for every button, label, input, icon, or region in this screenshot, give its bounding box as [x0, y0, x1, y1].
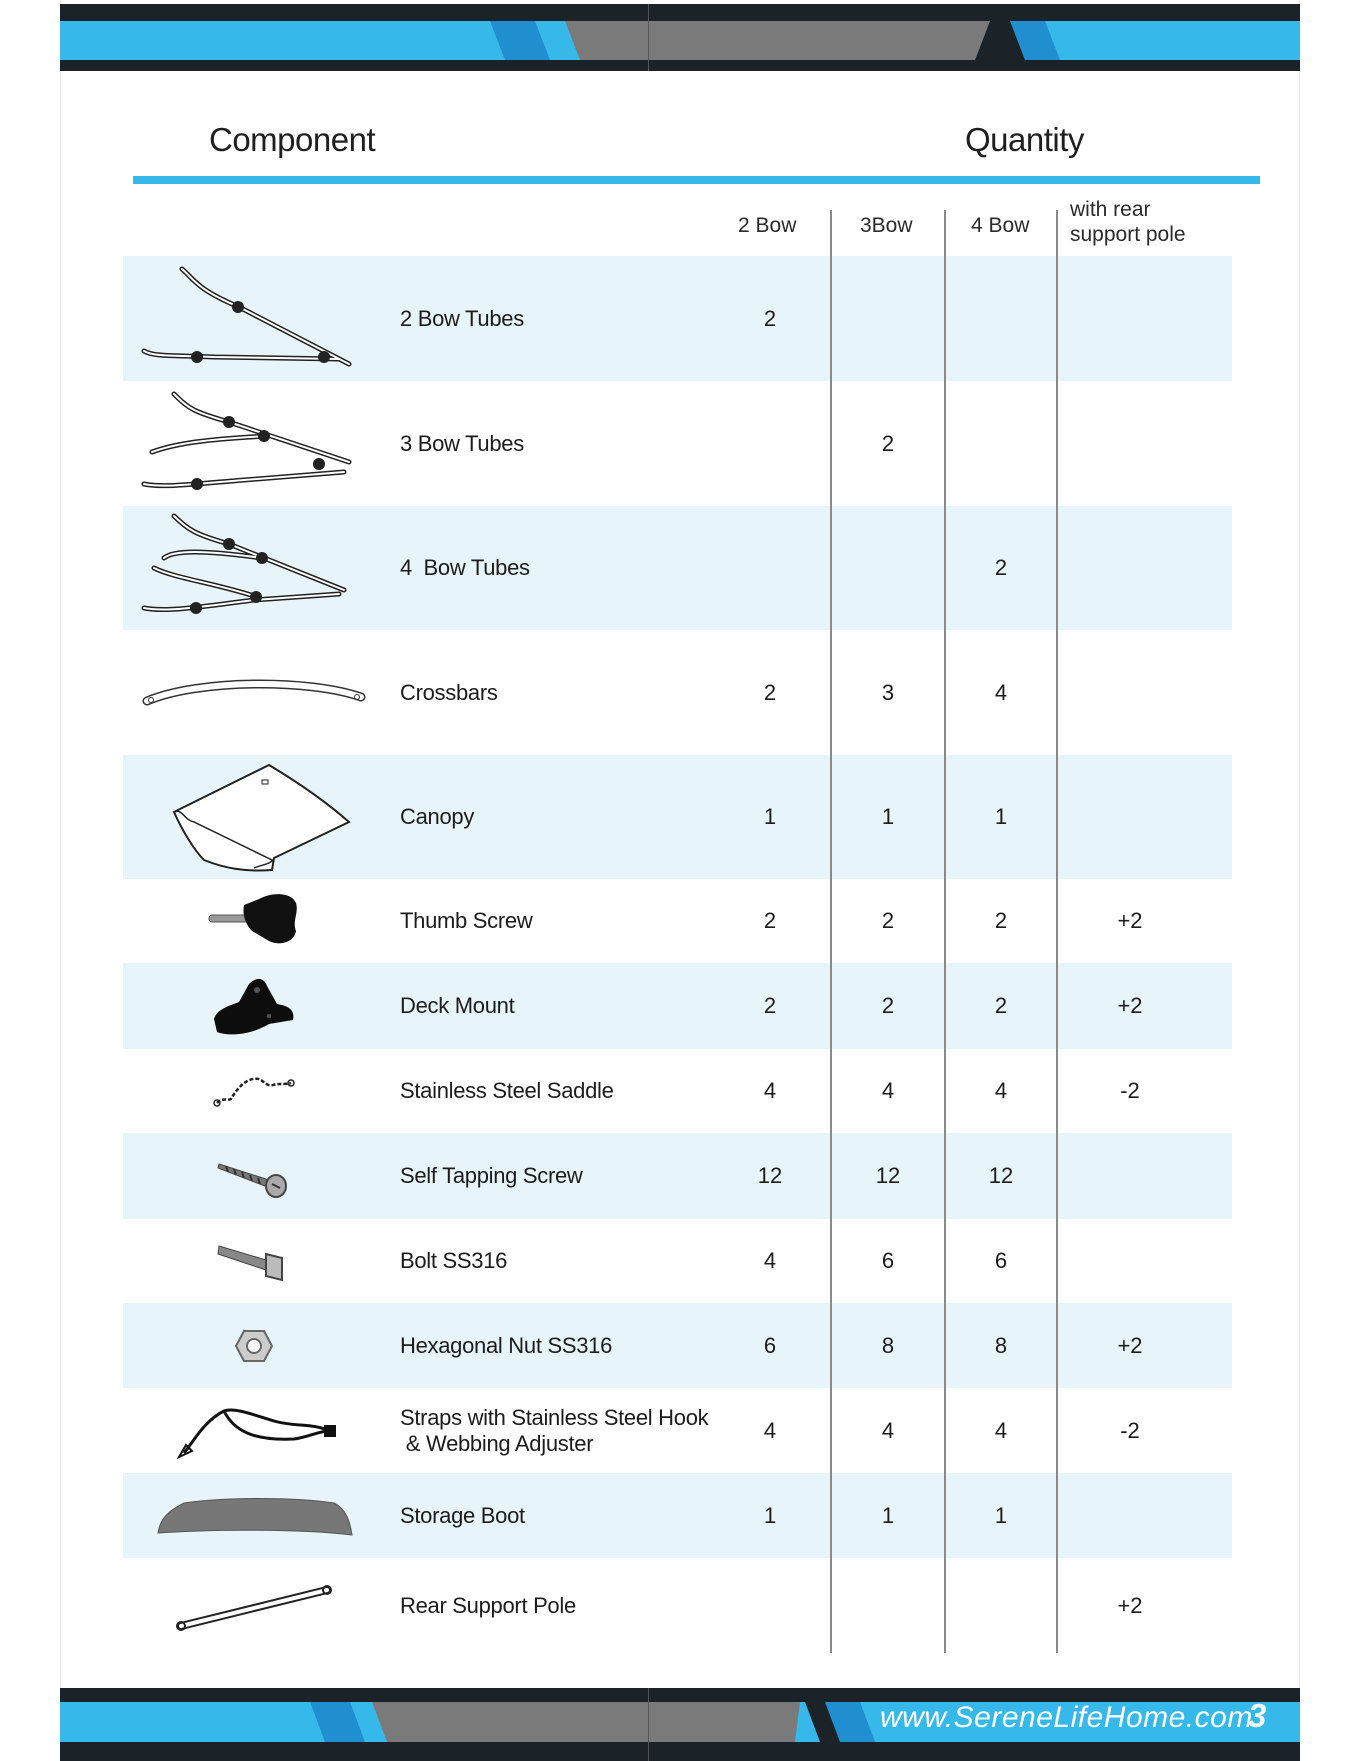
crossbar-icon — [123, 630, 385, 755]
table-row — [123, 506, 1232, 630]
col-header-2-bow: 2 Bow — [738, 214, 797, 237]
storage-boot-icon — [123, 1473, 385, 1558]
column-divider — [944, 210, 946, 1653]
component-name: Deck Mount — [400, 993, 515, 1018]
table-row — [123, 1303, 1232, 1388]
quantity-heading: Quantity — [965, 121, 1084, 158]
table-row — [123, 630, 1232, 755]
component-name: 2 Bow Tubes — [400, 305, 524, 331]
quantity-cell: +2 — [1117, 993, 1143, 1018]
quantity-cell: 12 — [757, 1163, 783, 1188]
quantity-cell: 2 — [881, 430, 895, 456]
quantity-cell: 2 — [994, 993, 1008, 1018]
component-name: Straps with Stainless Steel Hook & Webbing Adjuster — [400, 1404, 709, 1456]
page-number: 3 — [1248, 1697, 1267, 1734]
two-bow-tubes-icon — [123, 256, 385, 381]
col-header-rear-support: with rear support pole — [1070, 198, 1186, 246]
strap-icon — [123, 1388, 385, 1473]
column-divider — [1056, 210, 1058, 1653]
quantity-cell: 4 — [763, 1417, 777, 1443]
quantity-cell: -2 — [1120, 1417, 1140, 1443]
page-edge-right — [1299, 0, 1300, 1761]
component-name: Crossbars — [400, 679, 498, 705]
component-name: Thumb Screw — [400, 908, 533, 933]
table-row — [123, 1388, 1232, 1473]
canopy-icon — [123, 755, 385, 879]
quantity-cell: 4 — [881, 1417, 895, 1443]
component-name: Hexagonal Nut SS316 — [400, 1332, 613, 1358]
saddle-icon — [123, 1049, 385, 1133]
header-rule — [133, 176, 1260, 184]
quantity-cell: 4 — [994, 679, 1008, 705]
table-row — [123, 256, 1232, 381]
col-header-3-bow: 3Bow — [860, 214, 913, 237]
quantity-cell: 6 — [994, 1248, 1008, 1273]
three-bow-tubes-icon — [123, 381, 385, 506]
component-name: 3 Bow Tubes — [400, 430, 524, 456]
component-name: Storage Boot — [400, 1502, 525, 1528]
component-name: Canopy — [400, 804, 475, 829]
component-name: Bolt SS316 — [400, 1248, 508, 1273]
table-row — [123, 1473, 1232, 1558]
quantity-cell: 1 — [763, 1502, 777, 1528]
quantity-cell: 1 — [994, 1502, 1008, 1528]
thumb-screw-icon — [123, 879, 385, 963]
table-row — [123, 755, 1232, 879]
quantity-cell: 4 — [881, 1078, 895, 1103]
quantity-cell: 1 — [763, 804, 777, 829]
quantity-cell: 2 — [994, 555, 1008, 580]
table-row — [123, 1133, 1232, 1219]
table-row — [123, 1219, 1232, 1303]
quantity-cell: +2 — [1117, 1592, 1143, 1618]
top-banner — [60, 4, 1300, 71]
quantity-cell: 8 — [994, 1332, 1008, 1358]
quantity-cell: 4 — [763, 1248, 777, 1273]
quantity-cell: 4 — [763, 1078, 777, 1103]
quantity-cell: 2 — [994, 908, 1008, 933]
col-header-4-bow: 4 Bow — [971, 214, 1030, 237]
table-row — [123, 381, 1232, 506]
quantity-cell: 1 — [881, 804, 895, 829]
table-row — [123, 1558, 1232, 1653]
quantity-cell: 1 — [881, 1502, 895, 1528]
quantity-cell: 3 — [881, 679, 895, 705]
quantity-cell: 6 — [763, 1332, 777, 1358]
quantity-cell: +2 — [1117, 908, 1143, 933]
hex-nut-icon — [123, 1303, 385, 1388]
quantity-cell: 2 — [763, 993, 777, 1018]
quantity-cell: 8 — [881, 1332, 895, 1358]
quantity-cell: 4 — [994, 1417, 1008, 1443]
quantity-cell: -2 — [1120, 1078, 1140, 1103]
quantity-cell: 2 — [763, 908, 777, 933]
component-name: 4 Bow Tubes — [400, 555, 530, 580]
website-url: www.SereneLifeHome.com — [880, 1701, 1253, 1734]
component-name: Self Tapping Screw — [400, 1163, 583, 1188]
column-divider — [830, 210, 832, 1653]
quantity-cell: 4 — [994, 1078, 1008, 1103]
quantity-cell: 6 — [881, 1248, 895, 1273]
rear-support-pole-icon — [123, 1558, 385, 1653]
component-name: Stainless Steel Saddle — [400, 1078, 614, 1103]
quantity-cell: 2 — [763, 305, 777, 331]
table-row — [123, 1049, 1232, 1133]
self-tapping-screw-icon — [123, 1133, 385, 1219]
four-bow-tubes-icon — [123, 506, 385, 630]
table-row — [123, 879, 1232, 963]
bolt-icon — [123, 1219, 385, 1303]
quantity-cell: 2 — [881, 908, 895, 933]
quantity-cell: 1 — [994, 804, 1008, 829]
quantity-cell: 12 — [988, 1163, 1014, 1188]
deck-mount-icon — [123, 963, 385, 1049]
table-row — [123, 963, 1232, 1049]
quantity-cell: 12 — [875, 1163, 901, 1188]
component-heading: Component — [209, 121, 376, 158]
quantity-cell: 2 — [763, 679, 777, 705]
quantity-cell: +2 — [1117, 1332, 1143, 1358]
page-edge-left — [60, 0, 61, 1761]
component-name: Rear Support Pole — [400, 1592, 576, 1618]
quantity-cell: 2 — [881, 993, 895, 1018]
